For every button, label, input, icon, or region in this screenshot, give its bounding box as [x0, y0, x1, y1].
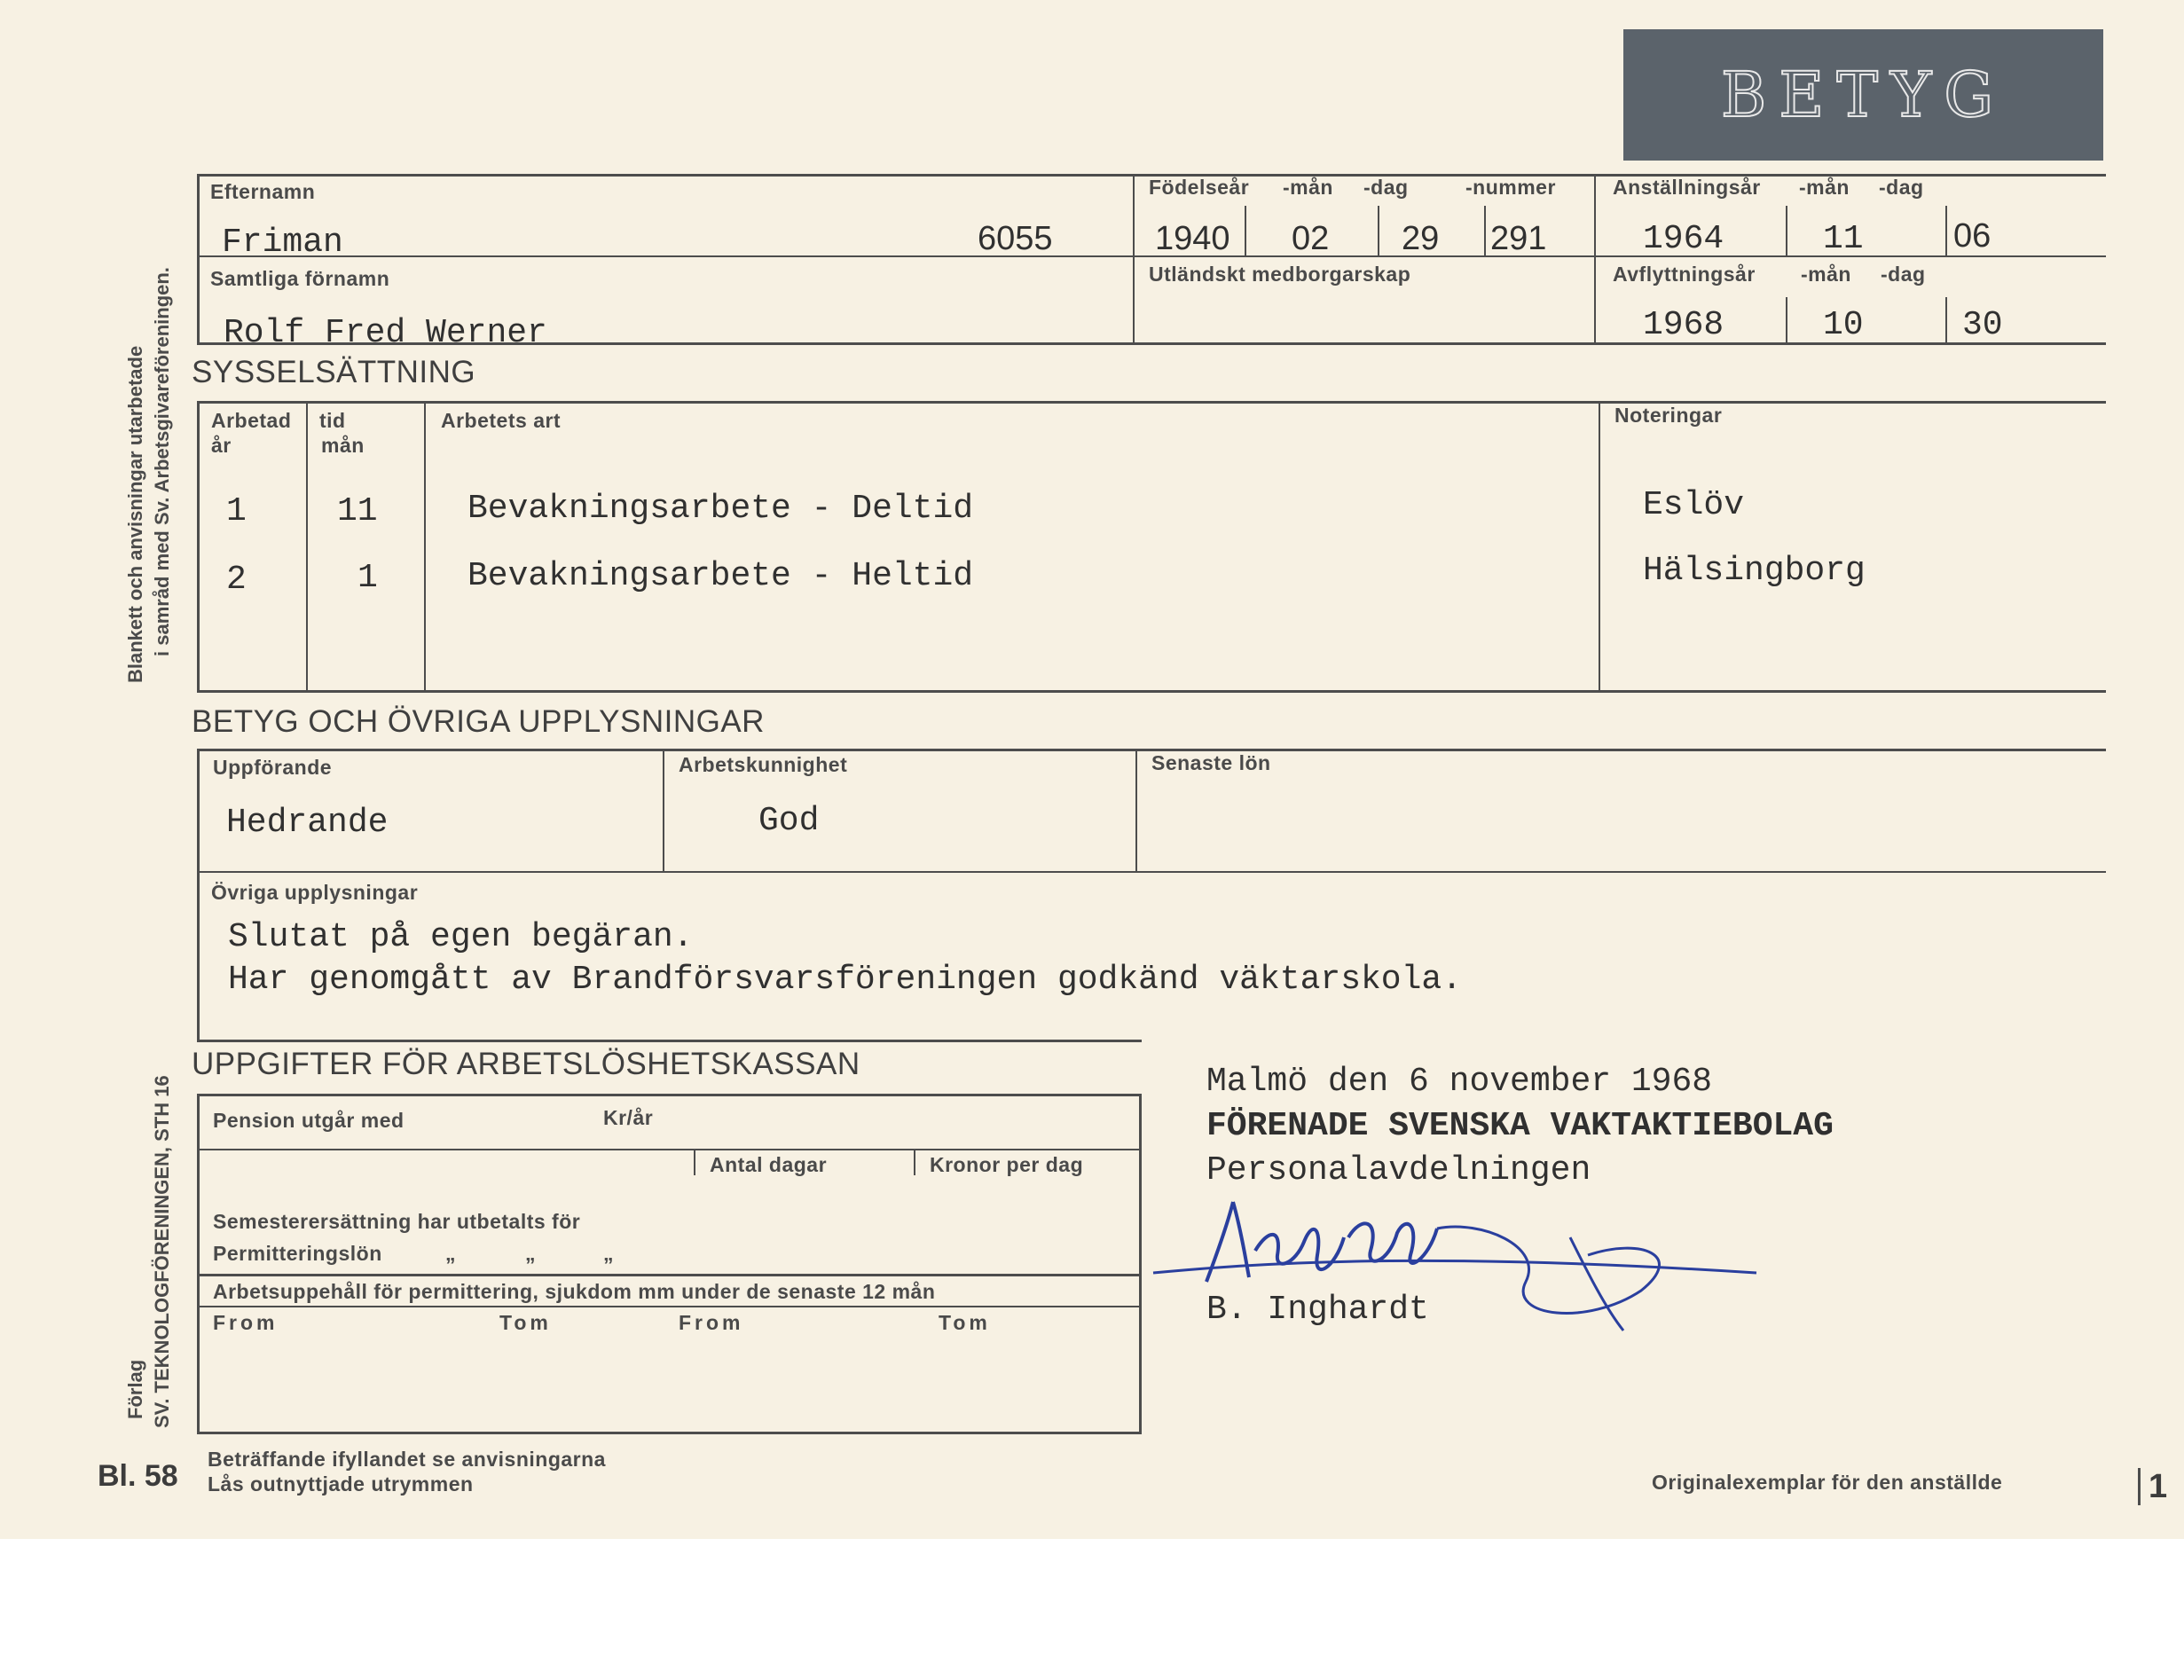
copy-note: Originalexemplar för den anställde: [1652, 1471, 2003, 1494]
rule: [1378, 206, 1379, 255]
employed-year-label: Anställningsår: [1613, 176, 1761, 199]
rule: [197, 1306, 1142, 1307]
row1-note: Eslöv: [1643, 486, 1745, 524]
leave-day-value: 30: [1962, 306, 2003, 344]
years-label: Arbetad: [211, 409, 292, 432]
ditto-mark: „: [445, 1242, 456, 1265]
rule: [197, 174, 200, 345]
birth-day-value: 29: [1402, 220, 1440, 257]
birth-number-value: 291: [1490, 220, 1547, 257]
months-label: tid: [319, 409, 346, 432]
rule: [1135, 749, 1137, 873]
signatory-name: B. Inghardt: [1206, 1291, 1429, 1329]
birth-month-label: -mån: [1283, 176, 1333, 199]
unemployment-section-title: UPPGIFTER FÖR ARBETSLÖSHETSKASSAN: [192, 1047, 860, 1081]
birth-year-label: Födelseår: [1149, 176, 1250, 199]
per-year-label: Kr/år: [603, 1106, 654, 1129]
side-note-line2: i samråd med Sv. Arbetsgivareföreningen.: [151, 267, 173, 656]
employed-day-value: 06: [1953, 217, 1992, 255]
row1-work: Bevakningsarbete - Deltid: [467, 490, 974, 528]
birth-month-value: 02: [1292, 220, 1330, 257]
surname-label: Efternamn: [210, 180, 316, 203]
rule: [1945, 206, 1947, 255]
absence-label: Arbetsuppehåll för permittering, sjukdom mm under de senaste 12 mån: [213, 1280, 936, 1303]
employed-month-value: 11: [1823, 220, 1864, 258]
title-box: [1623, 29, 2103, 161]
publisher-line2: SV. TEKNOLOGFÖRENINGEN, STH 16: [151, 1075, 173, 1428]
skill-value: God: [758, 802, 820, 840]
row1-months: 11: [337, 492, 378, 530]
employed-year-value: 1964: [1643, 220, 1724, 258]
publisher-line1: Förlag: [124, 1359, 146, 1419]
row2-note: Hälsingborg: [1643, 552, 1866, 590]
rule: [197, 401, 200, 693]
rule: [1786, 206, 1787, 255]
years-label-unit: år: [211, 434, 232, 457]
salary-label: Senaste lön: [1151, 751, 1271, 774]
conduct-label: Uppförande: [213, 756, 333, 779]
to-label-1: Tom: [499, 1311, 552, 1334]
other-info-label: Övriga upplysningar: [211, 881, 419, 904]
employed-month-label: -mån: [1799, 176, 1850, 199]
birth-number-label: -nummer: [1465, 176, 1556, 199]
rule: [1245, 206, 1246, 255]
rule: [197, 690, 2106, 693]
rule: [197, 1274, 1142, 1276]
instructions-line1: Beträffande ifyllandet se anvisningarna: [208, 1448, 606, 1471]
days-label: Antal dagar: [710, 1153, 828, 1176]
leave-year-label: Avflyttningsår: [1613, 263, 1756, 286]
leave-month-label: -mån: [1801, 263, 1851, 286]
rule: [663, 749, 664, 873]
rule: [197, 749, 200, 1041]
rule: [1945, 297, 1947, 344]
rule: [2138, 1468, 2141, 1505]
rule: [424, 401, 426, 693]
vacation-label: Semesterersättning har utbetalts för: [213, 1210, 581, 1233]
rule: [197, 1094, 1142, 1096]
place-date: Malmö den 6 november 1968: [1206, 1063, 1713, 1101]
handwritten-signature: [1144, 1166, 1783, 1344]
instructions-line2: Lås outnyttjade utrymmen: [208, 1472, 474, 1496]
leave-day-label: -dag: [1881, 263, 1926, 286]
grades-section-title: BETYG OCH ÖVRIGA UPPLYSNINGAR: [192, 704, 765, 739]
from-label-2: From: [679, 1311, 744, 1334]
to-label-2: Tom: [939, 1311, 991, 1334]
rule: [197, 1040, 1142, 1042]
firstnames-value: Rolf Fred Werner: [224, 314, 547, 352]
rule: [1484, 206, 1486, 255]
rule: [1133, 174, 1135, 345]
rule: [1786, 297, 1787, 344]
ditto-mark: „: [525, 1242, 536, 1265]
conduct-value: Hedrande: [226, 804, 389, 842]
rule: [1139, 1094, 1142, 1434]
rule: [306, 401, 308, 693]
employment-section-title: SYSSELSÄTTNING: [192, 355, 476, 389]
page-number: 1: [2149, 1468, 2168, 1505]
surname-value: Friman: [222, 224, 343, 262]
row2-years: 2: [226, 561, 247, 599]
code-value: 6055: [978, 220, 1053, 257]
company-name: FÖRENADE SVENSKA VAKTAKTIEBOLAG: [1206, 1107, 1834, 1145]
citizenship-label: Utländskt medborgarskap: [1149, 263, 1411, 286]
rule: [694, 1150, 695, 1175]
side-note-line1: Blankett och anvisningar utarbetade: [124, 345, 146, 683]
notes-label: Noteringar: [1614, 404, 1723, 427]
ditto-mark: „: [603, 1242, 614, 1265]
birth-year-value: 1940: [1155, 220, 1230, 257]
rule: [197, 1149, 1142, 1150]
leave-month-value: 10: [1823, 306, 1864, 344]
rule: [914, 1150, 915, 1175]
firstnames-label: Samtliga förnamn: [210, 267, 390, 290]
from-label-1: From: [213, 1311, 279, 1334]
work-type-label: Arbetets art: [441, 409, 562, 432]
document-title: BETYG: [1720, 59, 2007, 131]
rule: [197, 255, 2106, 257]
row2-months: 1: [357, 559, 378, 597]
row2-work: Bevakningsarbete - Heltid: [467, 557, 974, 595]
rule: [1594, 174, 1596, 345]
rule: [197, 1094, 200, 1434]
rule: [197, 401, 2106, 404]
pension-label: Pension utgår med: [213, 1109, 405, 1132]
months-label-unit: mån: [321, 434, 365, 457]
skill-label: Arbetskunnighet: [679, 753, 848, 776]
form-number: Bl. 58: [98, 1459, 178, 1493]
rule: [197, 1432, 1142, 1434]
per-day-label: Kronor per dag: [930, 1153, 1084, 1176]
birth-day-label: -dag: [1363, 176, 1409, 199]
leave-year-value: 1968: [1643, 306, 1724, 344]
other-info-line1: Slutat på egen begäran.: [228, 918, 694, 956]
department: Personalavdelningen: [1206, 1151, 1591, 1189]
employed-day-label: -dag: [1879, 176, 1924, 199]
other-info-line2: Har genomgått av Brandförsvarsföreningen godkänd väktarskola.: [228, 961, 1463, 999]
rule: [1599, 401, 1600, 693]
layoff-label: Permitteringslön: [213, 1242, 382, 1265]
rule: [197, 871, 2106, 873]
row1-years: 1: [226, 492, 247, 530]
